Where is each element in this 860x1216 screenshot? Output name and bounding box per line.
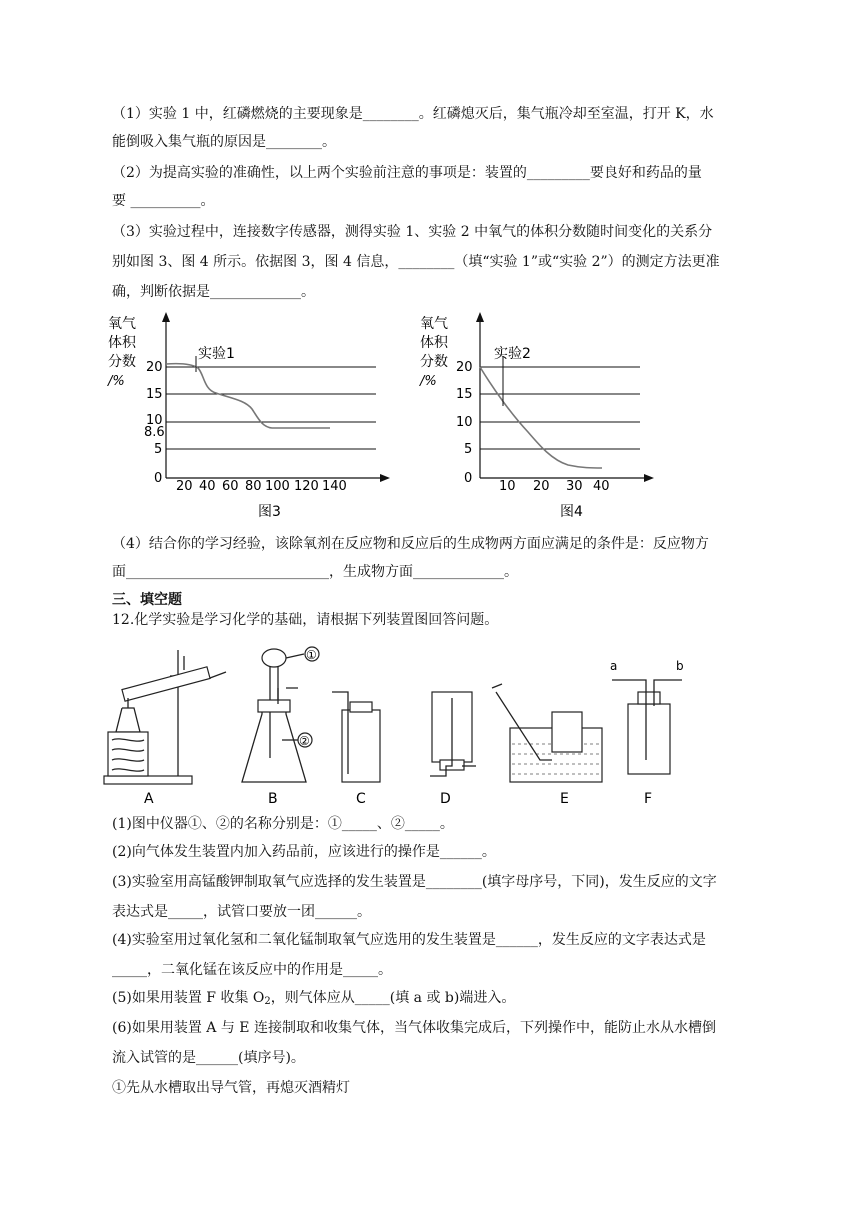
end-a-label: a — [610, 659, 618, 673]
fig4-ytick-20: 20 — [456, 360, 473, 375]
fig4-ytick-10: 10 — [456, 415, 473, 430]
q3-line-1: （3）实验过程中，连接数字传感器，测得实验 1、实验 2 中氧气的体积分数随时间变化的关系分 — [112, 224, 713, 240]
fig4-ytick-15: 15 — [456, 387, 473, 402]
fig4-x-arrow — [644, 474, 654, 482]
apparatus-b — [242, 647, 319, 807]
q12-sub-4-line-1: (4)实验室用过氧化氢和二氧化锰制取氧气应选用的发生装置是______，发生反应的文字表达式是 — [112, 932, 706, 948]
fig3-ylabel-1: 氧气 — [108, 316, 136, 332]
q1-line-1: （1）实验 1 中，红磷燃烧的主要现象是________。红磷熄灭后，集气瓶冷却至室温，打开 K，水 — [112, 106, 714, 122]
q3-line-3: 确，判断依据是_____________。 — [112, 284, 315, 300]
fig3-ylabel-4: /% — [108, 374, 125, 389]
section-title: 三、填空题 — [112, 592, 182, 608]
fig4-ytick-0: 0 — [464, 471, 473, 486]
q1-line-2: 能倒吸入集气瓶的原因是________。 — [112, 134, 336, 150]
fig4-ylabel-4: /% — [420, 374, 437, 389]
q12-intro: 12.化学实验是学习化学的基础，请根据下列装置图回答问题。 — [112, 612, 499, 628]
q12-sub-6-line-1: (6)如果用装置 A 与 E 连接制取和收集气体，当气体收集完成后，下列操作中，能防止水从水槽倒 — [112, 1020, 716, 1036]
q12-sub-3-line-1: (3)实验室用高锰酸钾制取氧气应选择的发生装置是________(填字母序号，下同)，发生反应的文字 — [112, 874, 717, 890]
fig3-ytick-0: 0 — [154, 471, 163, 486]
fig4-xtick-10: 10 — [499, 479, 516, 494]
fig3-caption: 图3 — [258, 504, 281, 520]
fig4-xtick-20: 20 — [533, 479, 550, 494]
fig3-xtick-140: 140 — [322, 479, 347, 494]
fig3-xtick-100: 100 — [265, 479, 290, 494]
q12-sub-5-post: ，则气体应从_____(填 a 或 b)端进入。 — [270, 990, 516, 1006]
q12-sub-5-pre: (5)如果用装置 F 收集 O — [112, 990, 265, 1006]
label-e: E — [560, 791, 569, 807]
fig4-ylabel-3: 分数 — [420, 354, 448, 370]
q12-option-1: ①先从水槽取出导气管，再熄灭酒精灯 — [112, 1080, 350, 1096]
fig4-ylabel-2: 体积 — [420, 335, 448, 351]
fig3-xtick-20: 20 — [176, 479, 193, 494]
fig3-curve — [166, 364, 330, 428]
figure-3-chart — [100, 310, 400, 525]
apparatus-diagram — [100, 640, 700, 812]
fig3-xtick-40: 40 — [199, 479, 216, 494]
fig4-ylabel-1: 氧气 — [420, 316, 448, 332]
fig3-ytick-5: 5 — [154, 442, 163, 457]
fig4-xtick-30: 30 — [566, 479, 583, 494]
label-f: F — [644, 791, 653, 807]
q12-sub-3-line-2: 表达式是_____，试管口要放一团______。 — [112, 904, 371, 920]
fig4-series-label: 实验2 — [494, 346, 531, 362]
q12-sub-5-subscript: 2 — [264, 996, 271, 1007]
q12-sub-1: (1)图中仪器①、②的名称分别是：①_____、②_____。 — [112, 816, 454, 832]
q12-sub-2: (2)向气体发生装置内加入药品前，应该进行的操作是______。 — [112, 844, 496, 860]
fig3-xtick-80: 80 — [245, 479, 262, 494]
fig3-xtick-60: 60 — [222, 479, 239, 494]
q12-sub-6-line-2: 流入试管的是______(填序号)。 — [112, 1050, 305, 1066]
fig3-ytick-10: 10 — [146, 413, 163, 428]
figure-4-chart — [412, 310, 662, 525]
q4-line-1: （4）结合你的学习经验，该除氧剂在反应物和反应后的生成物两方面应满足的条件是：反应物方 — [112, 536, 709, 552]
apparatus-d — [430, 692, 476, 807]
part-1-label: ① — [306, 648, 317, 662]
fig3-ytick-15: 15 — [146, 387, 163, 402]
fig3-series-label: 实验1 — [198, 346, 235, 362]
end-b-label: b — [676, 659, 684, 673]
fig4-caption: 图4 — [560, 504, 583, 520]
fig3-y-arrow — [162, 312, 170, 322]
label-a: A — [144, 791, 154, 807]
q12-sub-4-line-2: _____，二氧化锰在该反应中的作用是_____。 — [112, 962, 392, 978]
fig3-ylabel-2: 体积 — [108, 335, 136, 351]
q12-sub-5 — [112, 988, 515, 1012]
fig4-curve — [480, 367, 602, 468]
q2-line-2: 要 __________。 — [112, 193, 215, 209]
part-2-label: ② — [299, 734, 310, 748]
q4-line-2: 面_____________________________，生成物方面_____________。 — [112, 564, 518, 580]
apparatus-a — [104, 650, 226, 807]
apparatus-c — [332, 692, 380, 807]
q2-line-1: （2）为提高实验的准确性，以上两个实验前注意的事项是：装置的_________要良好和药品的量 — [112, 165, 702, 181]
fig4-y-arrow — [476, 312, 484, 322]
label-b: B — [268, 791, 278, 807]
fig3-ytick-8-6: 8.6 — [144, 425, 165, 440]
apparatus-f — [610, 659, 684, 807]
fig3-ytick-20: 20 — [146, 360, 163, 375]
fig3-xtick-120: 120 — [294, 479, 319, 494]
fig4-xtick-40: 40 — [593, 479, 610, 494]
label-c: C — [356, 791, 366, 807]
fig3-x-arrow — [380, 474, 390, 482]
fig4-ytick-5: 5 — [464, 442, 473, 457]
q3-line-2: 别如图 3、图 4 所示。依据图 3，图 4 信息，________（填“实验 1”或“实验 2”）的测定方法更准 — [112, 254, 720, 270]
label-d: D — [440, 791, 451, 807]
apparatus-e — [492, 684, 602, 807]
fig3-ylabel-3: 分数 — [108, 354, 136, 370]
